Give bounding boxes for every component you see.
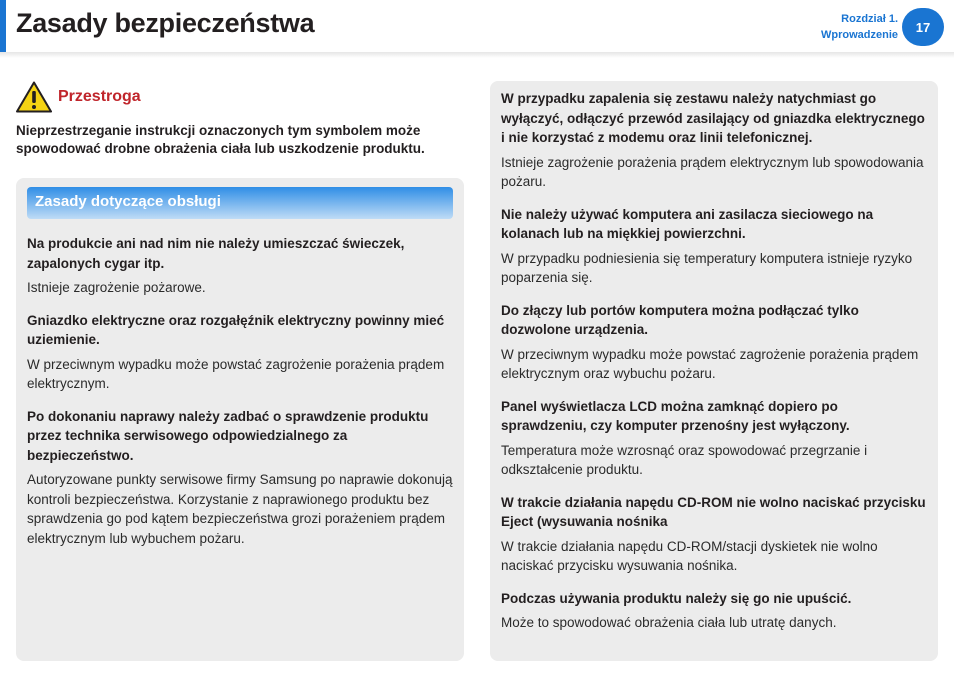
list-item bbox=[501, 493, 927, 576]
list-item bbox=[27, 407, 453, 549]
caution-block bbox=[16, 80, 456, 157]
caution-text: Nieprzestrzeganie instrukcji oznaczonych tym symbolem może spowodować drobne obrażenia ciała lub uszkodzenie produktu. bbox=[16, 123, 425, 156]
item-title: Podczas używania produktu należy się go nie upuścić. bbox=[501, 590, 852, 606]
page-header bbox=[0, 0, 954, 52]
item-body: Istnieje zagrożenie pożarowe. bbox=[27, 280, 206, 295]
item-title: Gniazdko elektryczne oraz rozgałęźnik elektryczny powinny mieć uziemienie. bbox=[27, 312, 445, 347]
section-heading: Zasady dotyczące obsługi bbox=[27, 187, 453, 219]
item-title: Nie należy używać komputera ani zasilacza sieciowego na kolanach lub na miękkiej powierzchni. bbox=[501, 206, 874, 241]
item-title: Na produkcie ani nad nim nie należy umieszczać świeczek, zapalonych cygar itp. bbox=[27, 236, 405, 271]
item-body: Autoryzowane punkty serwisowe firmy Samsung po naprawie dokonują kontroli bezpieczeństwa. Korzystanie z naprawionego produktu bez sprawdzenia go pod kątem bezpieczeństwa grozi porażeniem prądem elektrycznym lub wybuchem pożaru. bbox=[27, 472, 453, 546]
warning-triangle-icon bbox=[16, 81, 52, 113]
chapter-name: Wprowadzenie bbox=[820, 29, 898, 41]
item-title: W przypadku zapalenia się zestawu należy natychmiast go wyłączyć, odłączyć przewód zasilający od gniazdka elektrycznego i nie korzystać z modemu oraz linii telefonicznej. bbox=[501, 91, 925, 145]
handling-rules-list bbox=[16, 219, 464, 548]
list-item bbox=[27, 234, 453, 298]
list-item bbox=[501, 205, 927, 288]
chapter-number: Rozdział 1. bbox=[841, 13, 898, 25]
caution-header bbox=[16, 80, 456, 114]
item-body: W przeciwnym wypadku może powstać zagrożenie porażenia prądem elektrycznym. bbox=[27, 356, 445, 391]
list-item bbox=[501, 89, 927, 192]
list-item bbox=[501, 397, 927, 480]
header-accent-bar bbox=[0, 0, 6, 52]
header-divider bbox=[0, 52, 954, 58]
item-body: W przypadku podniesienia się temperatury komputera istnieje ryzyko poparzenia się. bbox=[501, 250, 913, 285]
page-number-badge: 17 bbox=[902, 8, 944, 46]
page-title: Zasady bezpieczeństwa bbox=[16, 8, 315, 38]
chapter-label bbox=[821, 11, 898, 43]
item-body: W przeciwnym wypadku może powstać zagrożenie porażenia prądem elektrycznym oraz wybuchu pożaru. bbox=[501, 346, 919, 381]
item-title: Panel wyświetlacza LCD można zamknąć dopiero po sprawdzeniu, czy komputer przenośny jest wyłączony. bbox=[501, 398, 850, 433]
item-title: W trakcie działania napędu CD-ROM nie wolno naciskać przycisku Eject (wysuwania nośnika bbox=[501, 494, 926, 529]
list-item bbox=[501, 589, 927, 633]
item-body: Może to spowodować obrażenia ciała lub utratę danych. bbox=[501, 615, 837, 630]
safety-rules-list bbox=[490, 81, 938, 633]
item-body: Temperatura może wzrosnąć oraz spowodować przegrzanie i odkształcenie produktu. bbox=[501, 442, 868, 477]
caution-title: Przestroga bbox=[58, 88, 141, 105]
handling-rules-panel bbox=[16, 178, 464, 661]
list-item bbox=[27, 311, 453, 394]
safety-rules-panel bbox=[490, 81, 938, 661]
list-item bbox=[501, 301, 927, 384]
item-title: Po dokonaniu naprawy należy zadbać o sprawdzenie produktu przez technika serwisowego odpowiedzialnego za bezpieczeństwo. bbox=[27, 408, 429, 463]
item-body: W trakcie działania napędu CD-ROM/stacji dyskietek nie wolno naciskać przycisku wysuwania nośnika. bbox=[501, 538, 878, 573]
item-title: Do złączy lub portów komputera można podłączać tylko dozwolone urządzenia. bbox=[501, 302, 859, 337]
item-body: Istnieje zagrożenie porażenia prądem elektrycznym lub spowodowania pożaru. bbox=[501, 154, 924, 189]
